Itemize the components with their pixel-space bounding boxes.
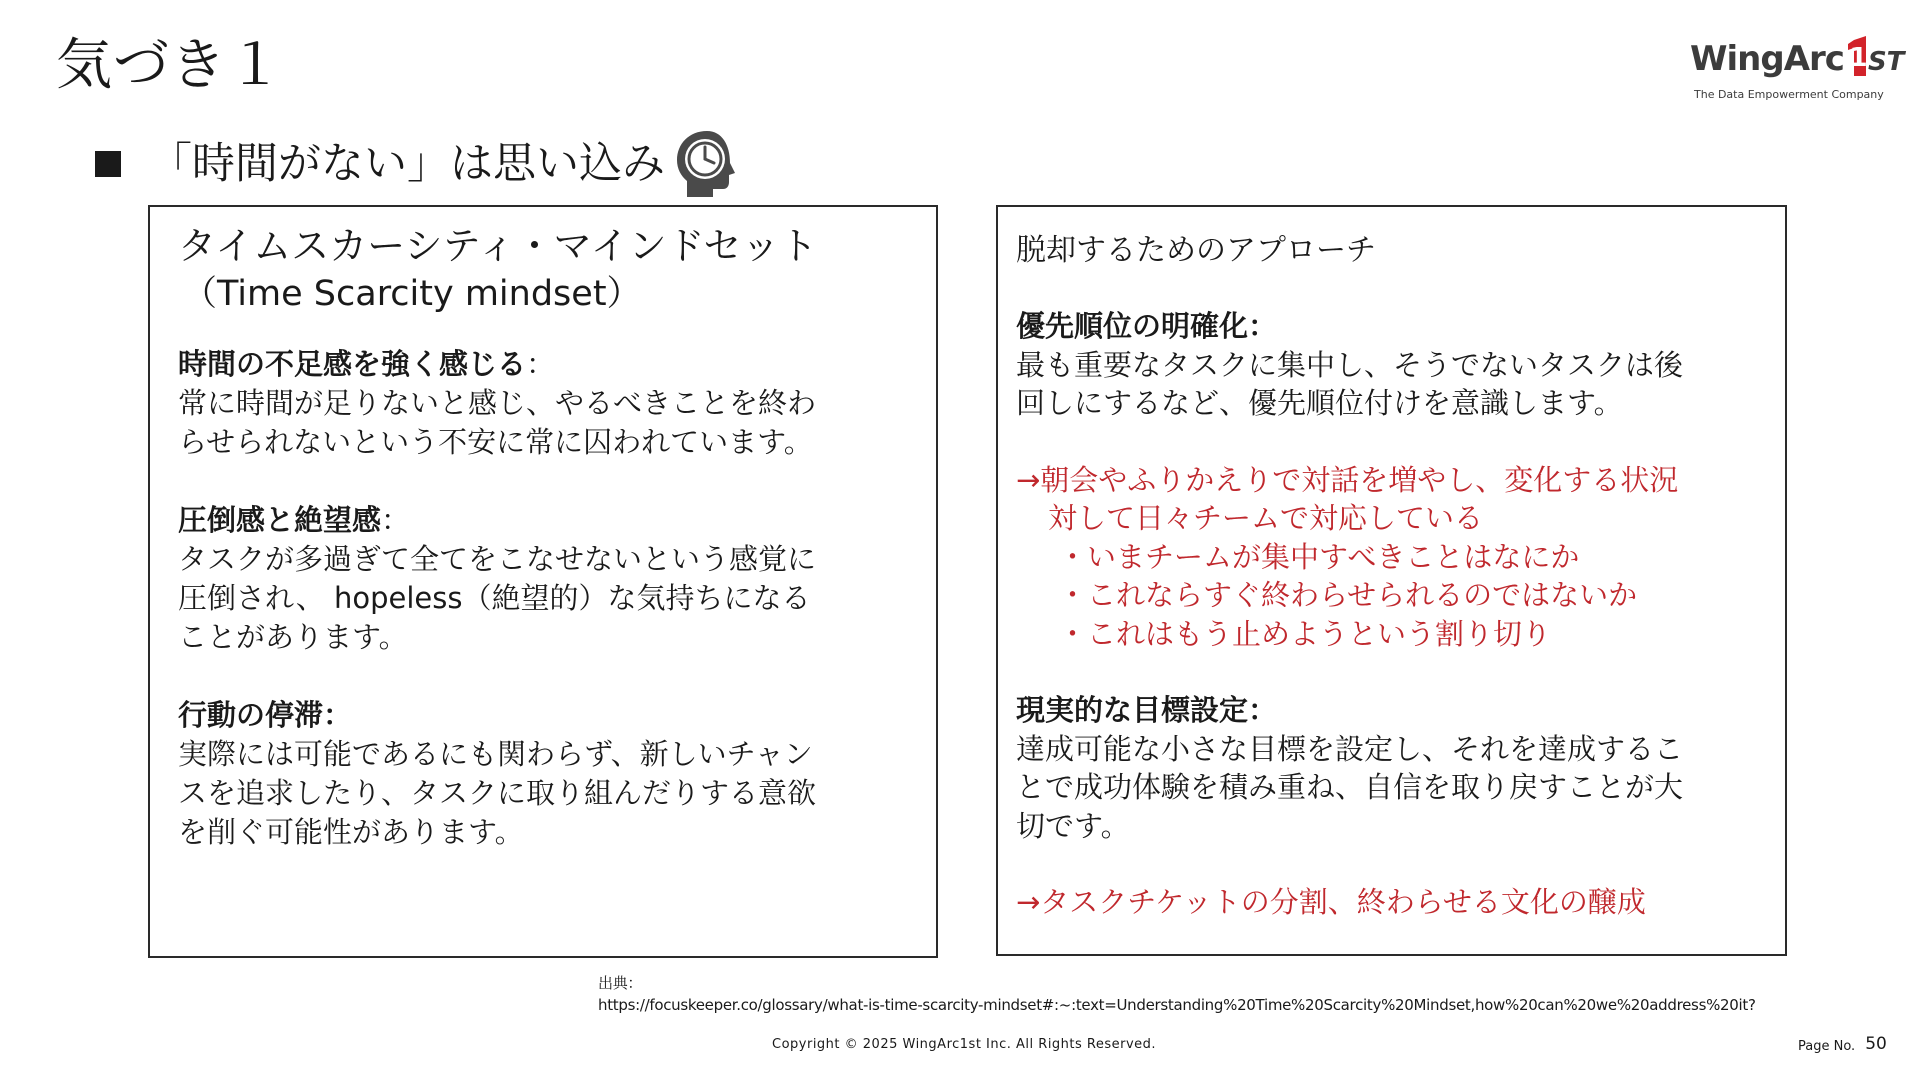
section-heading — [178, 345, 916, 384]
logo-one-mark — [1846, 36, 1868, 76]
section-line: ことがあります。 — [178, 620, 408, 654]
priority-line: 最も重要なタスクに集中し、そうでないタスクは後 — [1016, 347, 1684, 382]
section-line: らせられないという不安に常に囚われています。 — [178, 425, 813, 459]
priority-action-line: 対して日々チームで対応している — [1048, 501, 1484, 535]
priority-bullet: ・これはもう止めようという割り切り — [1058, 616, 1552, 651]
page-number-value: 50 — [1865, 1034, 1887, 1054]
page-label: Page No. — [1798, 1039, 1856, 1054]
right-panel — [996, 205, 1787, 956]
logo-suffix: ST — [1867, 47, 1905, 77]
section-heading-text: 時間の不足感を強く感じる — [178, 347, 527, 381]
right-panel-title: 脱却するためのアプローチ — [1016, 233, 1376, 268]
priority-heading: 優先順位の明確化： — [1016, 309, 1278, 343]
goals-action-line: →タスクチケットの分割、終わらせる文化の醸成 — [1016, 885, 1646, 919]
section-heading-colon: ： — [526, 347, 556, 381]
section-line: 実際には可能であるにも関わらず、新しいチャン — [178, 737, 813, 771]
logo-tagline: The Data Empowerment Company — [1694, 88, 1884, 101]
spacer — [1016, 423, 1765, 461]
section-heading-text: 行動の停滞： — [178, 698, 353, 732]
head-clock-icon — [673, 127, 741, 201]
source-url[interactable]: https://focuskeeper.co/glossary/what-is-time-scarcity-mindset#:~:text=Understanding%20Time%20Scarcity%20Mindset,how%20can%20we%20address%20it? — [598, 996, 1756, 1014]
source-citation — [598, 972, 1756, 1016]
section-line: タスクが多過ぎて全てをこなせないという感覚に — [178, 542, 817, 576]
goals-heading: 現実的な目標設定： — [1016, 693, 1278, 727]
logo-main-text: WingArc — [1690, 39, 1844, 79]
left-panel-title: タイムスカーシティ・マインドセット — [178, 224, 818, 268]
spacer — [1016, 653, 1765, 691]
section-stagnation — [178, 696, 916, 852]
logo-wordmark — [1690, 36, 1904, 85]
section-time-shortage — [178, 345, 916, 462]
source-label: 出典： — [598, 974, 643, 992]
section-line: 常に時間が足りないと感じ、やるべきことを終わ — [178, 386, 817, 420]
section-line: 圧倒され、 hopeless（絶望的）な気持ちになる — [178, 581, 811, 615]
logo-mark-text: 1 — [1849, 43, 1867, 73]
left-panel — [148, 205, 938, 958]
slide-title: 気づき１ — [56, 33, 284, 98]
section-heading — [178, 696, 916, 735]
goals-line: とで成功体験を積み重ね、自信を取り戻すことが大 — [1016, 770, 1684, 804]
section-line: スを追求したり、タスクに取り組んだりする意欲 — [178, 776, 817, 810]
priority-action-line: →朝会やふりかえりで対話を増やし、変化する状況 — [1016, 462, 1679, 497]
left-panel-subtitle: （Time Scarcity mindset） — [182, 274, 642, 314]
subheading — [95, 124, 741, 204]
priority-bullet: ・これならすぐ終わらせられるのではないか — [1058, 578, 1638, 612]
copyright: Copyright © 2025 WingArc1st Inc. All Rights Reserved. — [772, 1037, 1157, 1052]
goals-line: 切です。 — [1016, 808, 1130, 843]
section-heading-text: 圧倒感と絶望感 — [178, 503, 382, 537]
square-bullet-icon — [95, 151, 121, 177]
right-panel-body — [1016, 307, 1765, 922]
section-heading — [178, 501, 916, 540]
section-line: を削ぐ可能性があります。 — [178, 815, 524, 849]
goals-line: 達成可能な小さな目標を設定し、それを達成するこ — [1016, 731, 1684, 766]
left-panel-body — [178, 345, 916, 852]
spacer — [1016, 845, 1765, 883]
priority-line: 回しにするなど、優先順位付けを意識します。 — [1016, 386, 1623, 420]
priority-bullet: ・いまチームが集中すべきことはなにか — [1058, 539, 1580, 574]
page-number — [1798, 1034, 1887, 1054]
subheading-text: 「時間がない」は思い込み — [149, 139, 665, 189]
section-overwhelm — [178, 501, 916, 657]
section-heading-colon: ： — [381, 503, 411, 537]
wingarc-logo — [1690, 36, 1905, 106]
